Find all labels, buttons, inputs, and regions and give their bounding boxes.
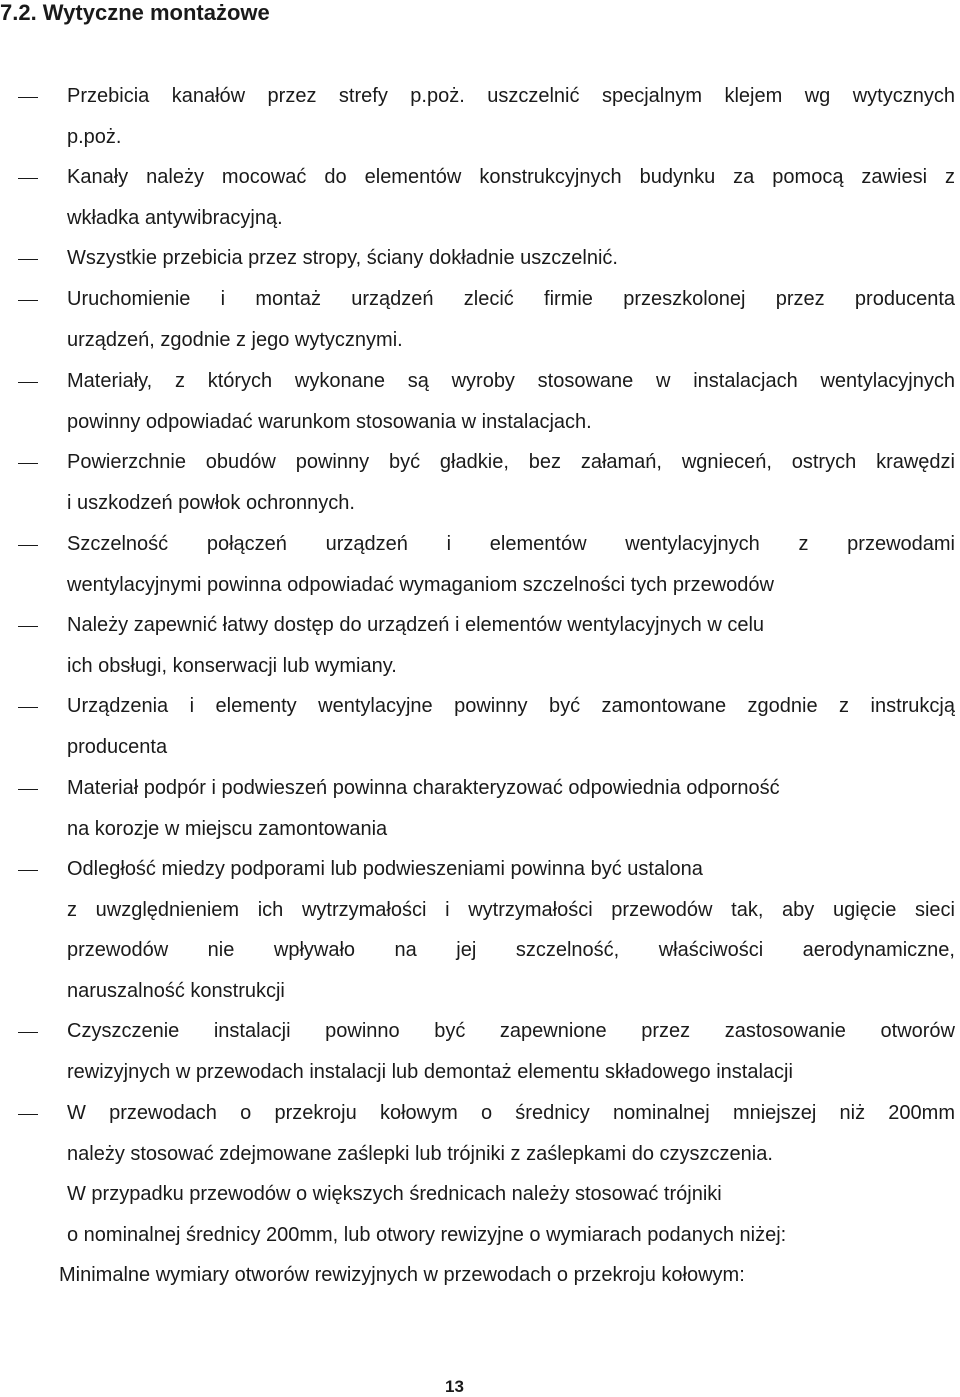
list-item-line: producenta — [67, 735, 168, 758]
list-item-line: o nominalnej średnicy 200mm, lub otwory rewizyjne o wymiarach podanych niżej: — [67, 1223, 787, 1246]
list-item-line: wentylacyjnymi powinna odpowiadać wymaganiom szczelności tych przewodów — [67, 573, 774, 596]
closing-line: Minimalne wymiary otworów rewizyjnych w przewodach o przekroju kołowym: — [59, 1264, 745, 1286]
list-item-line: p.poż. — [67, 125, 122, 148]
section-heading: 7.2. Wytyczne montażowe — [0, 0, 270, 25]
list-item-line: ich obsługi, konserwacji lub wymiany. — [67, 654, 397, 677]
list-item-line: Materiał podpór i podwieszeń powinna charakteryzować odpowiednia odporność — [67, 777, 780, 799]
bullet-dash — [18, 1114, 38, 1115]
list-item-line: Należy zapewnić łatwy dostęp do urządzeń i elementów wentylacyjnych w celu — [67, 614, 765, 636]
bullet-dash — [18, 178, 38, 179]
bullet-dash — [18, 97, 38, 98]
list-item-line: Kanały należy mocować do elementów konstrukcyjnych budynku za pomocą zawiesi z — [67, 166, 955, 188]
list-item-line: Czyszczenie instalacji powinno być zapewnione przez zastosowanie otworów — [67, 1020, 955, 1042]
list-item-line: W przewodach o przekroju kołowym o średnicy nominalnej mniejszej niż 200mm — [67, 1102, 955, 1124]
bullet-dash — [18, 707, 38, 708]
bullet-dash — [18, 870, 38, 871]
bullet-dash — [18, 463, 38, 464]
bullet-dash — [18, 789, 38, 790]
list-item-line: Materiały, z których wykonane są wyroby stosowane w instalacjach wentylacyjnych — [67, 370, 955, 392]
list-item-line: Powierzchnie obudów powinny być gładkie, bez załamań, wgnieceń, ostrych krawędzi — [67, 451, 955, 473]
bullet-dash — [18, 259, 38, 260]
list-item-line: Urządzenia i elementy wentylacyjne powinny być zamontowane zgodnie z instrukcją — [67, 695, 955, 717]
bullet-dash — [18, 626, 38, 627]
bullet-dash — [18, 300, 38, 301]
list-item-line: przewodów nie wpływało na jej szczelność, właściwości aerodynamiczne, — [67, 939, 955, 962]
bullet-dash — [18, 1032, 38, 1033]
list-item-line: rewizyjnych w przewodach instalacji lub demontaż elementu składowego instalacji — [67, 1060, 793, 1083]
list-item-line: Przebicia kanałów przez strefy p.poż. uszczelnić specjalnym klejem wg wytycznych — [67, 85, 955, 107]
list-item-line: Szczelność połączeń urządzeń i elementów wentylacyjnych z przewodami — [67, 533, 955, 555]
list-item-line: naruszalność konstrukcji — [67, 979, 285, 1002]
list-item-line: urządzeń, zgodnie z jego wytycznymi. — [67, 328, 403, 351]
list-item-line: W przypadku przewodów o większych średnicach należy stosować trójniki — [67, 1183, 722, 1206]
list-item-line: należy stosować zdejmowane zaślepki lub trójniki z zaślepkami do czyszczenia. — [67, 1142, 773, 1165]
list-item-line: i uszkodzeń powłok ochronnych. — [67, 491, 355, 514]
list-item-line: z uwzględnieniem ich wytrzymałości i wytrzymałości przewodów tak, aby ugięcie sieci — [67, 898, 955, 921]
page-number: 13 — [445, 1377, 464, 1396]
list-item-line: powinny odpowiadać warunkom stosowania w instalacjach. — [67, 410, 592, 433]
list-item-line: Uruchomienie i montaż urządzeń zlecić firmie przeszkolonej przez producenta — [67, 288, 955, 310]
bullet-dash — [18, 545, 38, 546]
list-item-line: wkładka antywibracyjną. — [67, 206, 283, 229]
list-item-line: Odległość miedzy podporami lub podwieszeniami powinna być ustalona — [67, 858, 703, 880]
bullet-dash — [18, 382, 38, 383]
list-item-line: Wszystkie przebicia przez stropy, ściany dokładnie uszczelnić. — [67, 247, 618, 269]
list-item-line: na korozje w miejscu zamontowania — [67, 817, 388, 840]
